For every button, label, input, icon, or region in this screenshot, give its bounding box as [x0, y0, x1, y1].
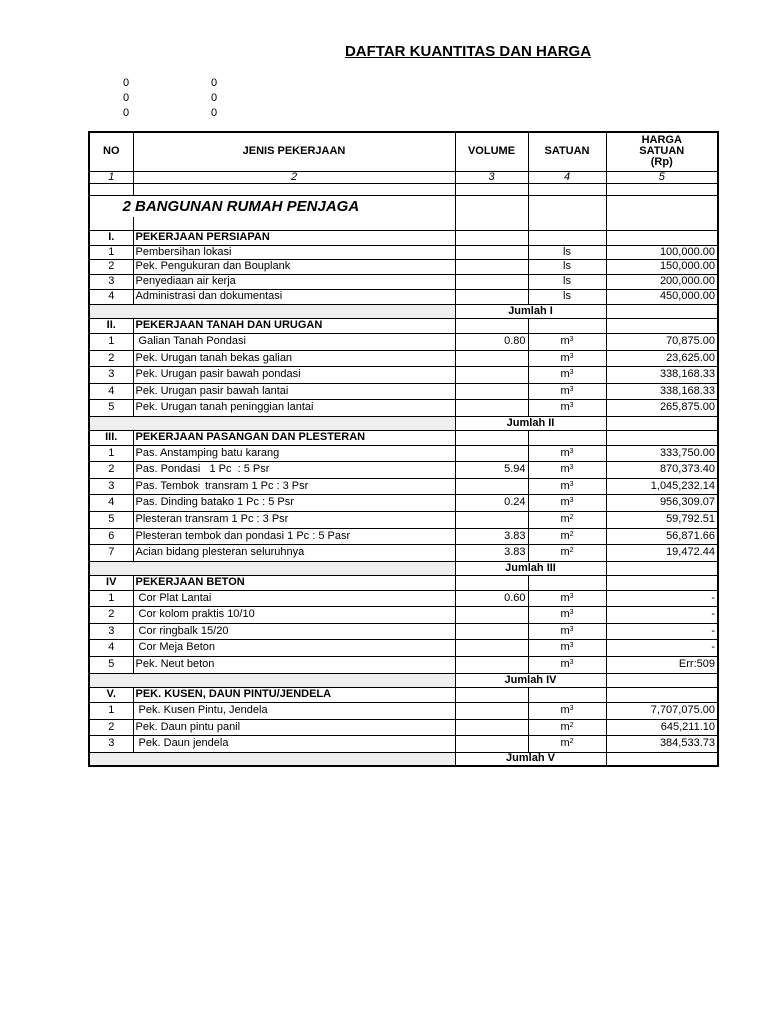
item-unit — [528, 289, 606, 304]
header-value-row — [0, 77, 300, 92]
unit-base: ls — [563, 290, 571, 302]
table-row — [89, 511, 718, 528]
section-header-row — [89, 230, 718, 245]
subtotal-label: Jumlah III — [455, 561, 606, 575]
unit-base: m — [560, 384, 570, 397]
section-title: PEKERJAAN TANAH DAN URUGAN — [133, 318, 455, 333]
column-header-no: NO — [89, 132, 133, 171]
subtotal-row — [89, 673, 718, 687]
spacer-row — [89, 217, 718, 230]
unit-exponent: 3 — [569, 480, 574, 488]
header-value: 0 — [123, 107, 130, 119]
item-price: 150,000.00 — [606, 259, 718, 274]
table-row — [89, 494, 718, 511]
column-index: 1 — [89, 171, 133, 183]
item-unit — [528, 259, 606, 274]
item-price: - — [606, 590, 718, 606]
item-number: 5 — [89, 511, 133, 528]
column-header-jenis: JENIS PEKERJAAN — [133, 132, 455, 171]
table-row — [89, 350, 718, 366]
column-header-harga — [606, 132, 718, 171]
item-unit — [528, 702, 606, 719]
section-header-row — [89, 575, 718, 590]
item-number: 2 — [89, 350, 133, 366]
unit-base: m — [560, 351, 570, 364]
column-index: 4 — [528, 171, 606, 183]
section-number: III. — [89, 430, 133, 445]
item-name: Pek. Daun pintu panil — [133, 719, 455, 735]
section-title: PEK. KUSEN, DAUN PINTU/JENDELA — [133, 687, 455, 702]
document-title: DAFTAR KUANTITAS DAN HARGA — [344, 43, 592, 60]
table-row — [89, 735, 718, 752]
header-value: 0 — [123, 92, 130, 104]
header-value: 0 — [211, 77, 218, 89]
item-price: 59,792.51 — [606, 511, 718, 528]
section-header-row — [89, 687, 718, 702]
subtotal-label: Jumlah I — [455, 304, 606, 318]
item-unit — [528, 544, 606, 561]
item-name: Pek. Urugan tanah peninggian lantai — [133, 399, 455, 416]
item-number: 5 — [89, 399, 133, 416]
column-header-harga-line: (Rp) — [650, 156, 673, 169]
item-name: Pek. Kusen Pintu, Jendela — [133, 702, 455, 719]
item-unit — [528, 350, 606, 366]
item-name: Pas. Tembok transram 1 Pc : 3 Psr — [133, 478, 455, 494]
item-unit — [528, 511, 606, 528]
unit-base: m — [560, 546, 570, 558]
item-price: 645,211.10 — [606, 719, 718, 735]
item-volume — [455, 259, 528, 274]
item-price: 56,871.66 — [606, 528, 718, 544]
unit-base: m — [560, 401, 570, 413]
item-name: Pek. Pengukuran dan Bouplank — [133, 259, 455, 274]
item-unit — [528, 590, 606, 606]
unit-base: m — [560, 591, 570, 604]
item-price: Err:509 — [606, 656, 718, 673]
item-price: 338,168.33 — [606, 366, 718, 383]
item-price: 200,000.00 — [606, 274, 718, 289]
item-volume — [455, 399, 528, 416]
unit-exponent: 3 — [569, 464, 574, 471]
unit-exponent: 3 — [569, 385, 574, 393]
unit-base: ls — [563, 275, 571, 287]
table-row — [89, 719, 718, 735]
unit-exponent: 2 — [569, 721, 574, 729]
unit-exponent: 2 — [569, 547, 574, 554]
item-number: 4 — [89, 639, 133, 656]
subtotal-row — [89, 416, 718, 430]
unit-exponent: 3 — [569, 447, 574, 455]
item-number: 2 — [89, 719, 133, 735]
item-name: Administrasi dan dokumentasi — [133, 289, 455, 304]
item-number: 1 — [89, 702, 133, 719]
item-number: 3 — [89, 366, 133, 383]
project-number: 2 — [89, 195, 133, 217]
subtotal-row — [89, 752, 718, 766]
table-header-row — [89, 132, 718, 171]
item-volume: 5.94 — [455, 461, 528, 478]
item-volume — [455, 383, 528, 399]
unit-base: m — [560, 368, 570, 380]
table-row — [89, 399, 718, 416]
unit-base: ls — [563, 260, 571, 272]
section-header-row — [89, 318, 718, 333]
item-unit — [528, 623, 606, 639]
table-row — [89, 274, 718, 289]
unit-exponent: 3 — [569, 625, 574, 633]
item-unit — [528, 478, 606, 494]
table-row — [89, 623, 718, 639]
subtotal-label: Jumlah V — [455, 752, 606, 766]
unit-base: m — [560, 335, 570, 347]
item-price: 384,533.73 — [606, 735, 718, 752]
item-name: Cor Plat Lantai — [133, 590, 455, 606]
unit-base: m — [560, 513, 570, 525]
item-name: Pek. Urugan pasir bawah pondasi — [133, 366, 455, 383]
item-volume — [455, 735, 528, 752]
item-name: Pek. Neut beton — [133, 656, 455, 673]
column-header-harga-line: HARGA — [641, 134, 682, 147]
subtotal-label: Jumlah II — [455, 416, 606, 430]
unit-exponent: 3 — [569, 659, 574, 666]
table-row — [89, 656, 718, 673]
item-name: Cor kolom praktis 10/10 — [133, 606, 455, 623]
unit-exponent: 3 — [569, 369, 574, 376]
table-row — [89, 528, 718, 544]
table-row — [89, 289, 718, 304]
item-price: 450,000.00 — [606, 289, 718, 304]
unit-exponent: 3 — [569, 352, 574, 360]
item-volume — [455, 656, 528, 673]
table-row — [89, 461, 718, 478]
item-name: Pas. Dinding batako 1 Pc : 5 Psr — [133, 494, 455, 511]
table-row — [89, 544, 718, 561]
item-volume — [455, 289, 528, 304]
item-price: 1,045,232.14 — [606, 478, 718, 494]
item-price: - — [606, 623, 718, 639]
item-number: 4 — [89, 383, 133, 399]
item-name: Galian Tanah Pondasi — [133, 333, 455, 350]
unit-base: m — [560, 704, 570, 716]
item-price: 265,875.00 — [606, 399, 718, 416]
item-number: 7 — [89, 544, 133, 561]
column-index: 3 — [455, 171, 528, 183]
header-value: 0 — [211, 92, 218, 104]
item-number: 3 — [89, 478, 133, 494]
table-row — [89, 245, 718, 259]
item-price: 870,373.40 — [606, 461, 718, 478]
item-name: Penyediaan air kerja — [133, 274, 455, 289]
item-unit — [528, 445, 606, 461]
item-name: Cor ringbalk 15/20 — [133, 623, 455, 639]
section-title: PEKERJAAN BETON — [133, 575, 455, 590]
item-volume — [455, 245, 528, 259]
item-volume — [455, 350, 528, 366]
item-unit — [528, 383, 606, 399]
section-title: PEKERJAAN PASANGAN DAN PLESTERAN — [133, 430, 455, 445]
item-number: 2 — [89, 259, 133, 274]
item-price: - — [606, 639, 718, 656]
subtotal-row — [89, 304, 718, 318]
item-unit — [528, 656, 606, 673]
item-number: 3 — [89, 623, 133, 639]
column-index: 5 — [606, 171, 718, 183]
item-price: 100,000.00 — [606, 245, 718, 259]
project-name: BANGUNAN RUMAH PENJAGA — [133, 195, 455, 217]
column-header-satuan: SATUAN — [528, 132, 606, 171]
item-name: Pek. Urugan pasir bawah lantai — [133, 383, 455, 399]
subtotal-row — [89, 561, 718, 575]
item-number: 1 — [89, 245, 133, 259]
unit-base: m — [560, 658, 570, 670]
column-header-volume: VOLUME — [455, 132, 528, 171]
item-volume — [455, 639, 528, 656]
spacer-row — [89, 183, 718, 195]
item-volume: 0.60 — [455, 590, 528, 606]
item-price: 333,750.00 — [606, 445, 718, 461]
column-index-row — [89, 171, 718, 183]
item-number: 2 — [89, 606, 133, 623]
item-price: 7,707,075.00 — [606, 702, 718, 719]
item-unit — [528, 606, 606, 623]
item-price: 23,625.00 — [606, 350, 718, 366]
item-volume — [455, 478, 528, 494]
item-price: - — [606, 606, 718, 623]
unit-base: m — [560, 496, 570, 508]
unit-exponent: 3 — [569, 336, 574, 343]
unit-exponent: 2 — [569, 514, 574, 521]
unit-exponent: 3 — [569, 642, 574, 649]
unit-exponent: 3 — [569, 402, 574, 409]
item-volume — [455, 511, 528, 528]
item-name: Pas. Anstamping batu karang — [133, 445, 455, 461]
section-number: IV — [89, 575, 133, 590]
section-header-row — [89, 430, 718, 445]
item-unit — [528, 333, 606, 350]
item-number: 1 — [89, 590, 133, 606]
item-volume — [455, 445, 528, 461]
item-unit — [528, 528, 606, 544]
unit-exponent: 3 — [569, 592, 574, 600]
unit-exponent: 3 — [569, 609, 574, 616]
table-row — [89, 478, 718, 494]
unit-base: m — [560, 463, 570, 475]
table-row — [89, 606, 718, 623]
unit-base: m — [560, 737, 570, 749]
item-price: 338,168.33 — [606, 383, 718, 399]
item-volume — [455, 719, 528, 735]
column-header-harga-line: SATUAN — [639, 145, 685, 158]
header-value-row — [0, 92, 300, 107]
section-number: V. — [89, 687, 133, 702]
item-unit — [528, 399, 606, 416]
item-number: 6 — [89, 528, 133, 544]
item-name: Acian bidang plesteran seluruhnya — [133, 544, 455, 561]
unit-exponent: 3 — [569, 705, 574, 712]
item-number: 1 — [89, 333, 133, 350]
project-row — [89, 195, 718, 217]
section-number: II. — [89, 318, 133, 333]
item-unit — [528, 461, 606, 478]
item-volume — [455, 606, 528, 623]
unit-base: m — [560, 529, 570, 542]
item-name: Pas. Pondasi 1 Pc : 5 Psr — [133, 461, 455, 478]
item-number: 4 — [89, 494, 133, 511]
item-unit — [528, 719, 606, 735]
header-value: 0 — [123, 77, 130, 89]
item-number: 3 — [89, 735, 133, 752]
unit-base: m — [560, 641, 570, 653]
item-unit — [528, 735, 606, 752]
table-row — [89, 333, 718, 350]
item-volume — [455, 623, 528, 639]
item-unit — [528, 639, 606, 656]
item-unit — [528, 274, 606, 289]
item-name: Plesteran tembok dan pondasi 1 Pc : 5 Pasr — [133, 528, 455, 544]
table-row — [89, 383, 718, 399]
table-row — [89, 366, 718, 383]
item-name: Pek. Urugan tanah bekas galian — [133, 350, 455, 366]
unit-exponent: 3 — [569, 497, 574, 504]
header-value-row — [0, 107, 300, 122]
item-number: 5 — [89, 656, 133, 673]
unit-base: m — [560, 720, 570, 733]
item-number: 3 — [89, 274, 133, 289]
unit-base: m — [560, 479, 570, 492]
section-title: PEKERJAAN PERSIAPAN — [133, 230, 455, 245]
unit-base: m — [560, 608, 570, 620]
item-unit — [528, 245, 606, 259]
table-row — [89, 639, 718, 656]
table-row — [89, 590, 718, 606]
item-volume: 3.83 — [455, 528, 528, 544]
item-volume — [455, 274, 528, 289]
section-number: I. — [89, 230, 133, 245]
unit-base: m — [560, 446, 570, 459]
item-number: 1 — [89, 445, 133, 461]
item-name: Pek. Daun jendela — [133, 735, 455, 752]
subtotal-label: Jumlah IV — [455, 673, 606, 687]
item-name: Cor Meja Beton — [133, 639, 455, 656]
item-number: 4 — [89, 289, 133, 304]
item-unit — [528, 366, 606, 383]
item-price: 19,472.44 — [606, 544, 718, 561]
unit-base: ls — [563, 245, 571, 258]
item-volume: 3.83 — [455, 544, 528, 561]
item-volume: 0.80 — [455, 333, 528, 350]
quantity-price-table — [88, 131, 719, 767]
item-volume — [455, 366, 528, 383]
item-number: 2 — [89, 461, 133, 478]
table-row — [89, 445, 718, 461]
item-price: 70,875.00 — [606, 333, 718, 350]
item-unit — [528, 494, 606, 511]
item-name: Plesteran transram 1 Pc : 3 Psr — [133, 511, 455, 528]
unit-exponent: 2 — [569, 738, 574, 745]
item-volume: 0.24 — [455, 494, 528, 511]
item-volume — [455, 702, 528, 719]
table-row — [89, 702, 718, 719]
header-value: 0 — [211, 107, 218, 119]
unit-base: m — [560, 624, 570, 637]
item-name: Pembersihan lokasi — [133, 245, 455, 259]
header-values — [0, 77, 300, 122]
table-row — [89, 259, 718, 274]
item-price: 956,309.07 — [606, 494, 718, 511]
column-index: 2 — [133, 171, 455, 183]
unit-exponent: 2 — [569, 530, 574, 538]
